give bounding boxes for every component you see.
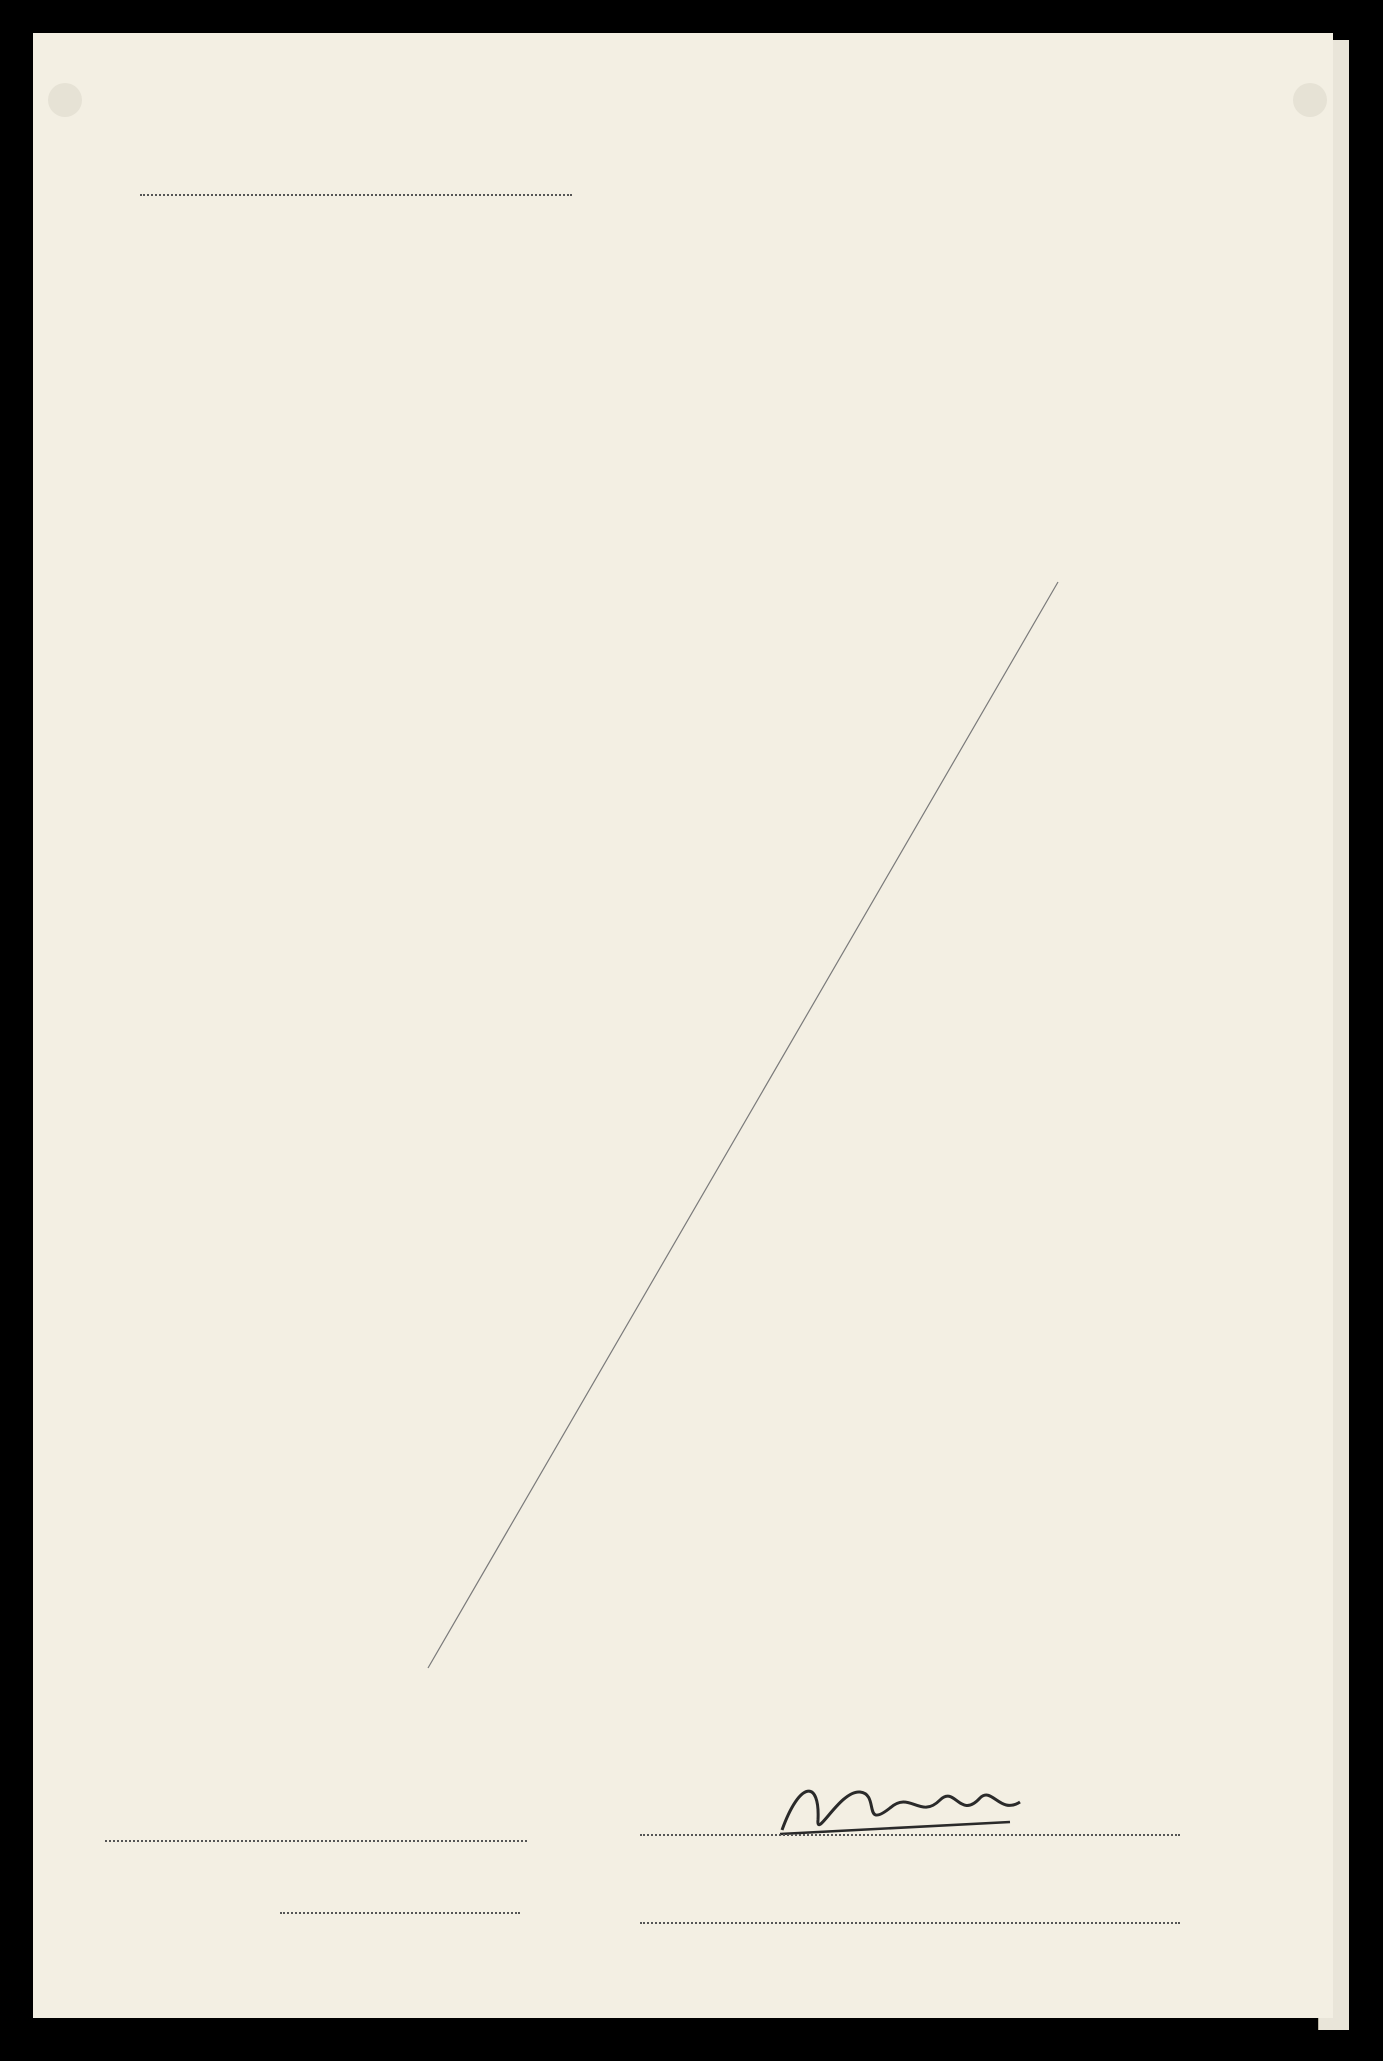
date-dotted-line [280,1912,520,1914]
location-dotted-line [640,1922,1180,1924]
nil-strike-line [428,582,1058,1668]
signature-dotted-line [640,1834,1180,1836]
commander-signature [770,1760,1030,1850]
footer-unit-line [105,1840,527,1842]
